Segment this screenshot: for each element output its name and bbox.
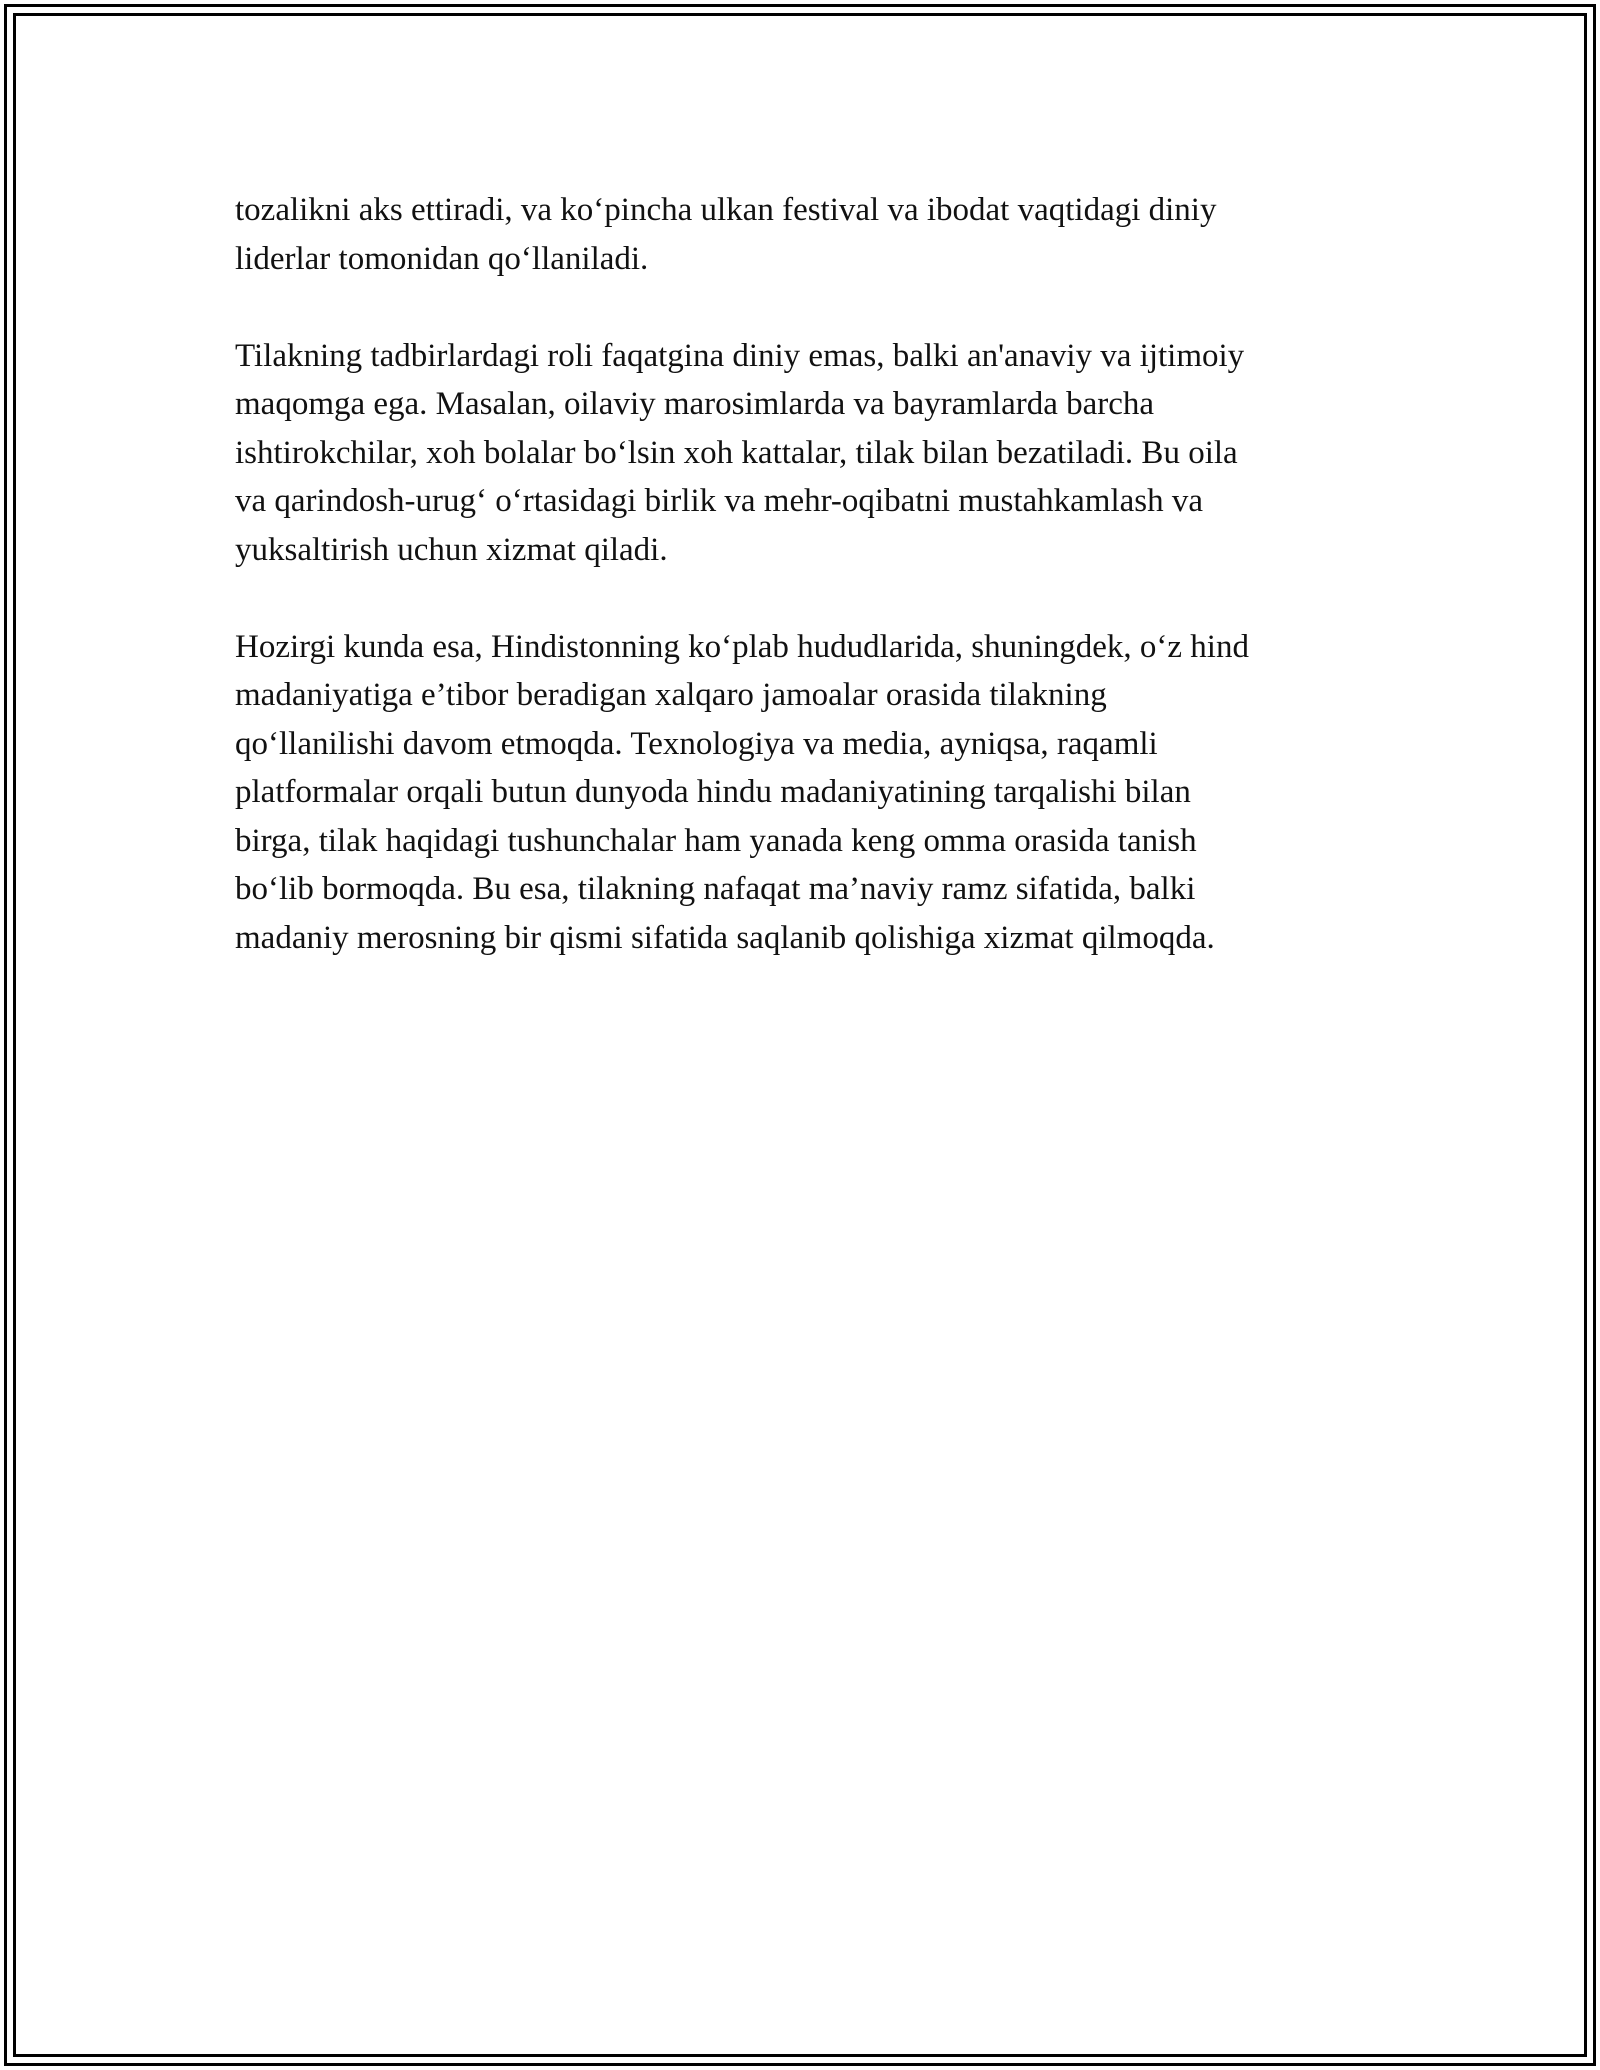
text-line: yuksaltirish uchun xizmat qiladi. (235, 531, 668, 568)
text-line: Hozirgi kunda esa, Hindistonning ko‘plab hududlarida, shuningdek, o‘z hind (235, 628, 1249, 665)
text-line: qo‘llanilishi davom etmoqda. Texnologiya va media, ayniqsa, raqamli (235, 725, 1158, 762)
text-line: Tilakning tadbirlardagi roli faqatgina diniy emas, balki an'anaviy va ijtimoiy (235, 337, 1245, 374)
text-line: birga, tilak haqidagi tushunchalar ham yanada keng omma orasida tanish (235, 822, 1197, 859)
paragraph-3 (235, 623, 1375, 963)
text-line: tozalikni aks ettiradi, va ko‘pincha ulkan festival va ibodat vaqtidagi diniy (235, 192, 1217, 228)
text-line: madaniyatiga e’tibor beradigan xalqaro jamoalar orasida tilakning (235, 677, 1107, 713)
text-line: ishtirokchilar, xoh bolalar bo‘lsin xoh kattalar, tilak bilan bezatiladi. Bu oila (235, 434, 1238, 471)
text-line: va qarindosh-urug‘ o‘rtasidagi birlik va mehr-oqibatni mustahkamlash va (235, 483, 1204, 519)
paragraph-2 (235, 332, 1375, 575)
text-line: madaniy merosning bir qismi sifatida saqlanib qolishiga xizmat qilmoqda. (235, 919, 1215, 956)
paragraph-1 (235, 186, 1375, 283)
text-line: liderlar tomonidan qo‘llaniladi. (235, 240, 649, 277)
text-line: maqomga ega. Masalan, oilaviy marosimlarda va bayramlarda barcha (235, 386, 1155, 422)
text-line: bo‘lib bormoqda. Bu esa, tilakning nafaqat ma’naviy ramz sifatida, balki (235, 871, 1196, 907)
text-line: platformalar orqali butun dunyoda hindu madaniyatining tarqalishi bilan (235, 774, 1191, 810)
document-body (235, 186, 1375, 1011)
